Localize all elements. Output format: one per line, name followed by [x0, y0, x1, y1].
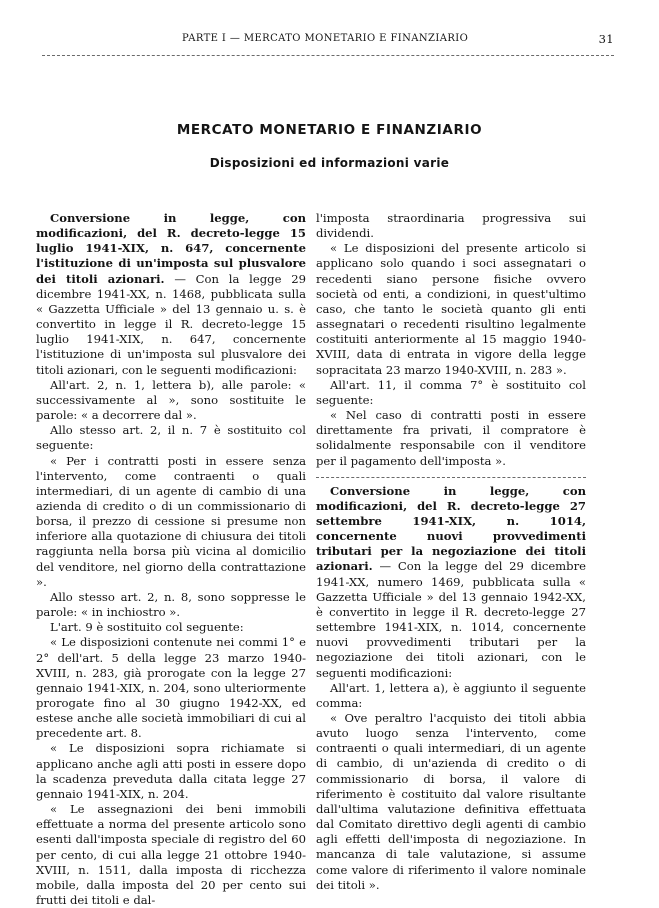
quoted-paragraph: « Le disposizioni contenute nei commi 1° e 2° dell'art. 5 della legge 23 marzo 1940-XVIII, n. 283, già prorogate con la legge 27 gennaio 1941-XIX, n. 204, sono ulteriormente prorogate fino al 30 giugno 1942-XX, ed estese anche alle società immobiliari di cui al precedente art. 8. [36, 635, 306, 741]
running-title: PARTE I — MERCATO MONETARIO E FINANZIARIO [182, 33, 469, 44]
paragraph: L'art. 9 è sostituito col seguente: [50, 620, 244, 635]
article-1-intro: — Con la legge 29 dicembre 1941-XX, n. 1468, pubblicata sulla « Gazzetta Ufficiale » del 13 gennaio u. s. è convertito in legge il R. decreto-legge 15 luglio 1941-XIX, n. 647, concernente l'istituzione di un'imposta sul plusvalore dei titoli azionari, con le seguenti modificazioni: [36, 271, 306, 377]
article-1-heading: Conversione in legge, con modificazioni, del R. decreto-legge 15 luglio 1941-XIX, n. 647, concernente l'istituzione di un'imposta sul plusvalore dei titoli azionari. [36, 211, 306, 286]
quoted-paragraph: « Ove peraltro l'acquisto dei titoli abbia avuto luogo senza l'intervento, come contraenti o quali intermediari, di un agente di cambio, di un'azienda di credito o di commissionario di borsa, il valore di riferimento è costituito dal valore risultante dall'ultima valutazione definitiva effettuata dal Comitato direttivo degli agenti di cambio agli effetti dell'imposta di negoziazione. In mancanza di tale valutazione, si assume come valore di riferimento il valore nominale dei titoli ». [316, 711, 586, 892]
paragraph: Allo stesso art. 2, il n. 7 è sostituito col seguente: [36, 423, 306, 453]
left-column [36, 211, 306, 908]
header-rule [42, 55, 614, 56]
paragraph: All'art. 2, n. 1, lettera b), alle parole: « successivamente al », sono sostituite le parole: « a decorrere dal ». [36, 377, 306, 423]
quoted-paragraph: « Le disposizioni sopra richiamate si applicano anche agli atti posti in essere dopo la scadenza preveduta dalla citata legge 27 gennaio 1941-XIX, n. 204. [36, 741, 306, 801]
paragraph-continuation: l'imposta straordinaria progressiva sui dividendi. [316, 211, 586, 241]
right-column [316, 211, 586, 893]
quoted-paragraph: « Per i contratti posti in essere senza l'intervento, come contraenti o quali intermediari, di un agente di cambio di una azienda di credito o di un commissionario di borsa, il prezzo di cessione si presume non inferiore alla quotazione di chiusura dei titoli raggiunta nella borsa più vicina al domicilio del venditore, nel giorno della contrattazione ». [36, 453, 306, 589]
paragraph: All'art. 11, il comma 7° è sostituito col seguente: [316, 377, 586, 407]
article-1-opening [36, 211, 306, 378]
quoted-paragraph: « Le disposizioni del presente articolo si applicano solo quando i soci assegnatari o recedenti siano persone fisiche ovvero società od enti, a condizioni, in quest'ultimo caso, che tanto le società quanto gli enti assegnatari o recedenti risultino legalmente costituiti anteriormente al 15 maggio 1940-XVIII, data di entrata in vigore della legge sopracitata 23 marzo 1940-XVIII, n. 283 ». [316, 241, 586, 377]
section-title: MERCATO MONETARIO E FINANZIARIO [176, 122, 483, 138]
article-2-intro: — Con la legge del 29 dicembre 1941-XX, numero 1469, pubblicata sulla « Gazzetta Ufficiale » del 13 gennaio 1942-XX, è convertito in legge il R. decreto-legge 27 settembre 1941-XIX, n. 1014, concernente nuovi provvedimenti tributari per la negoziazione dei titoli azionari, con le seguenti modificazioni: [316, 559, 587, 680]
article-2-opening [316, 484, 586, 681]
paragraph: All'art. 1, lettera a), è aggiunto il seguente comma: [316, 680, 586, 710]
article-2-heading: Conversione in legge, con modificazioni, del R. decreto-legge 27 settembre 1941-XIX, n. 1014, concernente nuovi provvedimenti tributari per la negoziazione dei titoli azionari. [316, 483, 586, 574]
paragraph: Allo stesso art. 2, n. 8, sono soppresse le parole: « in inchiostro ». [36, 589, 306, 620]
quoted-paragraph: « Nel caso di contratti posti in essere direttamente fra privati, il compratore è solidalmente responsabile con il venditore per il pagamento dell'imposta ». [316, 408, 586, 468]
section-subtitle: Disposizioni ed informazioni varie [209, 156, 450, 170]
quoted-paragraph: « Le assegnazioni dei beni immobili effettuate a norma del presente articolo sono esenti dall'imposta speciale di registro del 60 per cento, di cui alla legge 21 ottobre 1940-XVIII, n. 1511, dalla imposta di ricchezza mobile, dalla imposta del 20 per cento sui frutti dei titoli e dal- [36, 802, 306, 908]
page-number: 31 [598, 32, 614, 46]
article-separator [316, 477, 586, 478]
